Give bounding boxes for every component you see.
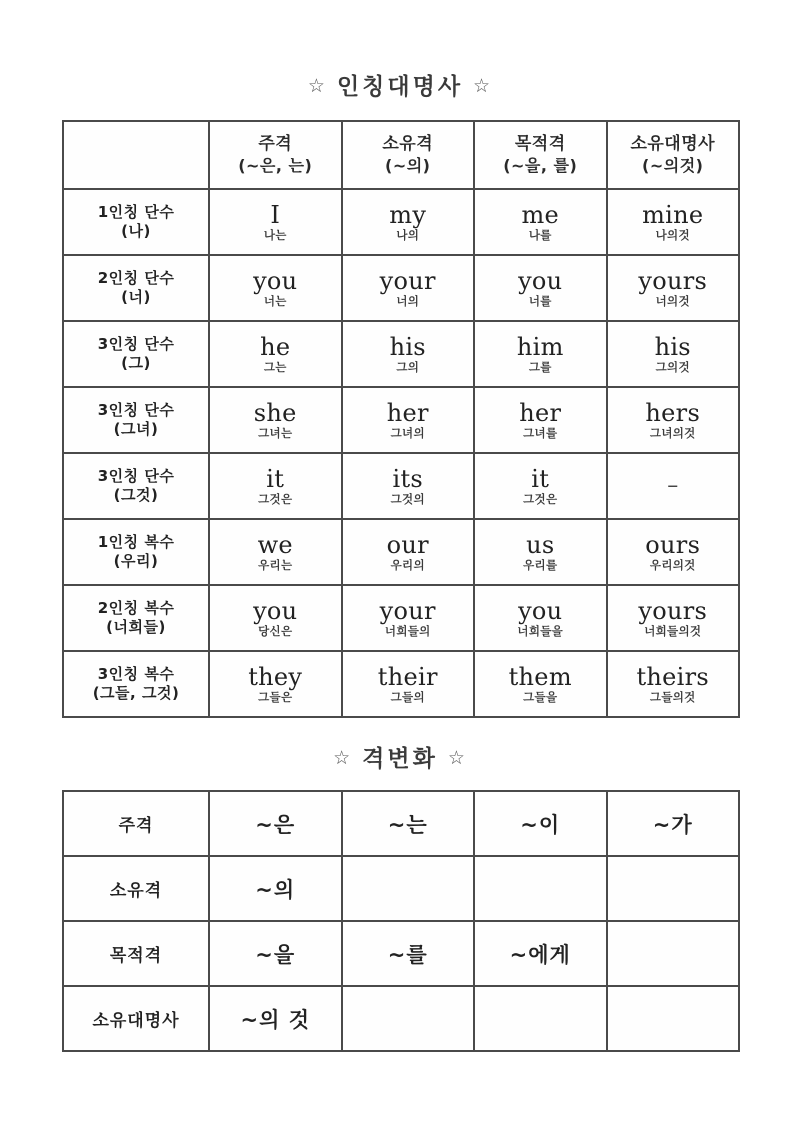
page-title-pronouns-text: 인칭대명사 xyxy=(336,74,464,100)
header-cell-subjective xyxy=(209,121,342,189)
english-word: hers xyxy=(645,398,701,427)
table-row xyxy=(63,651,739,717)
english-word: it xyxy=(266,464,285,493)
cell-subjective xyxy=(209,453,342,519)
korean-gloss: 당신은 xyxy=(258,623,293,638)
case-value-text: ~은 xyxy=(255,812,296,837)
header-cell-possessive-pronoun xyxy=(607,121,740,189)
korean-gloss: 너희들의 xyxy=(384,623,431,638)
case-value-cell xyxy=(607,791,740,856)
pronoun-table xyxy=(62,120,740,718)
cell-subjective xyxy=(209,585,342,651)
korean-gloss: 그녀를 xyxy=(523,425,558,440)
header-cell-objective xyxy=(474,121,607,189)
header-possessive-label: 소유격 xyxy=(382,134,434,155)
english-word: he xyxy=(260,332,291,361)
cell-possessive xyxy=(342,585,475,651)
row-label-main: 2인칭 단수 xyxy=(97,268,175,287)
case-value-text: ~의 xyxy=(255,877,296,902)
cell-possessive-pronoun xyxy=(607,255,740,321)
english-word: him xyxy=(516,332,564,361)
cell-possessive xyxy=(342,321,475,387)
case-value-cell-empty xyxy=(474,986,607,1051)
row-label-sub: (우리) xyxy=(113,552,159,570)
cell-possessive-pronoun xyxy=(607,585,740,651)
row-label-main: 3인칭 복수 xyxy=(97,664,175,683)
case-value-cell-empty xyxy=(607,921,740,986)
case-particle-table xyxy=(62,790,740,1052)
case-row-label xyxy=(63,856,209,921)
korean-gloss: 너의 xyxy=(396,293,420,308)
korean-gloss: 너를 xyxy=(528,293,552,308)
row-label-cell xyxy=(63,387,209,453)
table-row xyxy=(63,585,739,651)
row-label-sub: (너) xyxy=(121,288,151,306)
cell-possessive xyxy=(342,651,475,717)
cell-possessive xyxy=(342,387,475,453)
korean-gloss: 그녀는 xyxy=(258,425,293,440)
english-word: them xyxy=(508,662,572,691)
english-word: it xyxy=(531,464,550,493)
english-word: us xyxy=(526,530,555,559)
table-row xyxy=(63,519,739,585)
cell-possessive-pronoun xyxy=(607,321,740,387)
case-label-text: 소유격 xyxy=(109,881,163,901)
cell-possessive-pronoun xyxy=(607,519,740,585)
row-label-cell xyxy=(63,453,209,519)
cell-possessive-pronoun xyxy=(607,651,740,717)
english-word: I xyxy=(270,200,281,229)
star-icon-left: ☆ xyxy=(333,747,353,769)
table-row xyxy=(63,921,739,986)
table-row xyxy=(63,986,739,1051)
row-label-cell xyxy=(63,255,209,321)
case-value-text: ~이 xyxy=(520,812,561,837)
empty-dash-marker: – xyxy=(667,473,679,498)
star-icon-left: ☆ xyxy=(307,75,327,97)
header-objective-particle: (~을, 를) xyxy=(503,155,578,175)
cell-possessive xyxy=(342,519,475,585)
korean-gloss: 우리는 xyxy=(258,557,293,572)
case-row-label xyxy=(63,986,209,1051)
korean-gloss: 그들의것 xyxy=(649,689,696,704)
english-word: mine xyxy=(642,200,704,229)
english-word: you xyxy=(253,266,298,295)
korean-gloss: 그들의 xyxy=(390,689,425,704)
cell-possessive xyxy=(342,189,475,255)
case-value-cell xyxy=(474,791,607,856)
case-row-label xyxy=(63,791,209,856)
english-word: yours xyxy=(638,596,708,625)
cell-possessive-pronoun xyxy=(607,387,740,453)
korean-gloss: 너는 xyxy=(263,293,287,308)
case-row-label xyxy=(63,921,209,986)
cell-subjective xyxy=(209,519,342,585)
english-word: his xyxy=(654,332,691,361)
korean-gloss: 우리의것 xyxy=(649,557,696,572)
case-value-cell xyxy=(342,791,475,856)
english-word: theirs xyxy=(636,662,710,691)
english-word: her xyxy=(519,398,562,427)
row-label-sub: (나) xyxy=(121,222,151,240)
case-value-cell-empty xyxy=(342,986,475,1051)
cell-objective xyxy=(474,651,607,717)
case-value-text: ~가 xyxy=(652,812,693,837)
header-possessive-particle: (~의) xyxy=(385,155,431,175)
cell-objective xyxy=(474,585,607,651)
row-label-cell xyxy=(63,585,209,651)
case-label-text: 주격 xyxy=(118,816,154,836)
cell-subjective xyxy=(209,387,342,453)
corner-header-cell xyxy=(63,121,209,189)
table-row xyxy=(63,255,739,321)
row-label-cell xyxy=(63,651,209,717)
row-label-sub: (너희들) xyxy=(106,618,166,636)
english-word: me xyxy=(521,200,560,229)
english-word: they xyxy=(248,662,303,691)
case-value-cell-empty xyxy=(607,986,740,1051)
english-word: its xyxy=(392,464,424,493)
header-subjective-particle: (~은, 는) xyxy=(238,155,313,175)
table-header-row xyxy=(63,121,739,189)
english-word: you xyxy=(518,266,563,295)
korean-gloss: 그것은 xyxy=(258,491,293,506)
english-word: yours xyxy=(638,266,708,295)
korean-gloss: 우리의 xyxy=(390,557,425,572)
korean-gloss: 나는 xyxy=(263,227,287,242)
cell-possessive xyxy=(342,453,475,519)
table-row xyxy=(63,321,739,387)
row-label-main: 3인칭 단수 xyxy=(97,466,175,485)
star-icon-right: ☆ xyxy=(473,75,493,97)
english-word: you xyxy=(518,596,563,625)
korean-gloss: 그것은 xyxy=(523,491,558,506)
table-row xyxy=(63,856,739,921)
english-word: our xyxy=(386,530,429,559)
korean-gloss: 너희들의것 xyxy=(644,623,702,638)
header-cell-possessive xyxy=(342,121,475,189)
korean-gloss: 너희들을 xyxy=(517,623,564,638)
english-word: she xyxy=(253,398,297,427)
case-value-cell xyxy=(209,791,342,856)
row-label-main: 2인칭 복수 xyxy=(97,598,175,617)
english-word: my xyxy=(389,200,427,229)
case-value-text: ~에게 xyxy=(509,942,571,967)
header-subjective-label: 주격 xyxy=(258,134,293,155)
case-value-text: ~을 xyxy=(255,942,296,967)
korean-gloss: 너의것 xyxy=(655,293,690,308)
english-word: your xyxy=(379,596,436,625)
korean-gloss: 나의것 xyxy=(655,227,690,242)
korean-gloss: 그의 xyxy=(396,359,420,374)
case-label-text: 목적격 xyxy=(109,946,163,966)
english-word: her xyxy=(386,398,429,427)
row-label-cell xyxy=(63,519,209,585)
row-label-cell xyxy=(63,189,209,255)
page-title-cases xyxy=(0,740,800,773)
korean-gloss: 그는 xyxy=(263,359,287,374)
page-title-cases-text: 격변화 xyxy=(362,746,438,772)
cell-objective xyxy=(474,189,607,255)
table-row xyxy=(63,189,739,255)
korean-gloss: 나를 xyxy=(528,227,552,242)
case-value-text: ~를 xyxy=(387,942,428,967)
case-label-text: 소유대명사 xyxy=(92,1011,180,1031)
cell-subjective xyxy=(209,321,342,387)
row-label-main: 1인칭 복수 xyxy=(97,532,175,551)
case-value-text: ~의 것 xyxy=(240,1007,310,1032)
english-word: their xyxy=(377,662,438,691)
korean-gloss: 그들은 xyxy=(258,689,293,704)
cell-possessive xyxy=(342,255,475,321)
case-value-cell-empty xyxy=(474,856,607,921)
korean-gloss: 그의것 xyxy=(655,359,690,374)
header-possessive-pronoun-label: 소유대명사 xyxy=(630,134,716,155)
table-row xyxy=(63,387,739,453)
english-word: ours xyxy=(645,530,701,559)
cell-subjective xyxy=(209,651,342,717)
cell-objective xyxy=(474,321,607,387)
english-word: you xyxy=(253,596,298,625)
row-label-main: 3인칭 단수 xyxy=(97,334,175,353)
table-row xyxy=(63,453,739,519)
english-word: his xyxy=(389,332,426,361)
case-value-cell xyxy=(474,921,607,986)
row-label-sub: (그것) xyxy=(113,486,159,504)
korean-gloss: 그를 xyxy=(528,359,552,374)
cell-objective xyxy=(474,387,607,453)
star-icon-right: ☆ xyxy=(447,747,467,769)
korean-gloss: 그것의 xyxy=(390,491,425,506)
cell-objective xyxy=(474,519,607,585)
page-title-pronouns xyxy=(0,68,800,101)
header-objective-label: 목적격 xyxy=(514,134,566,155)
english-word: your xyxy=(379,266,436,295)
cell-possessive-pronoun xyxy=(607,189,740,255)
cell-objective xyxy=(474,453,607,519)
case-value-cell xyxy=(209,921,342,986)
row-label-sub: (그녀) xyxy=(113,420,159,438)
case-value-cell-empty xyxy=(607,856,740,921)
cell-possessive-pronoun xyxy=(607,453,740,519)
case-value-text: ~는 xyxy=(387,812,428,837)
row-label-cell xyxy=(63,321,209,387)
korean-gloss: 그녀의 xyxy=(390,425,425,440)
row-label-sub: (그) xyxy=(121,354,151,372)
korean-gloss: 나의 xyxy=(396,227,420,242)
korean-gloss: 우리를 xyxy=(523,557,558,572)
case-value-cell xyxy=(342,921,475,986)
cell-subjective xyxy=(209,255,342,321)
header-possessive-pronoun-particle: (~의것) xyxy=(642,155,704,175)
row-label-sub: (그들, 그것) xyxy=(92,684,180,702)
case-value-cell xyxy=(209,986,342,1051)
case-value-cell-empty xyxy=(342,856,475,921)
english-word: we xyxy=(257,530,293,559)
cell-objective xyxy=(474,255,607,321)
cell-subjective xyxy=(209,189,342,255)
row-label-main: 1인칭 단수 xyxy=(97,202,175,221)
table-row xyxy=(63,791,739,856)
korean-gloss: 그들을 xyxy=(523,689,558,704)
row-label-main: 3인칭 단수 xyxy=(97,400,175,419)
korean-gloss: 그녀의것 xyxy=(649,425,696,440)
case-value-cell xyxy=(209,856,342,921)
